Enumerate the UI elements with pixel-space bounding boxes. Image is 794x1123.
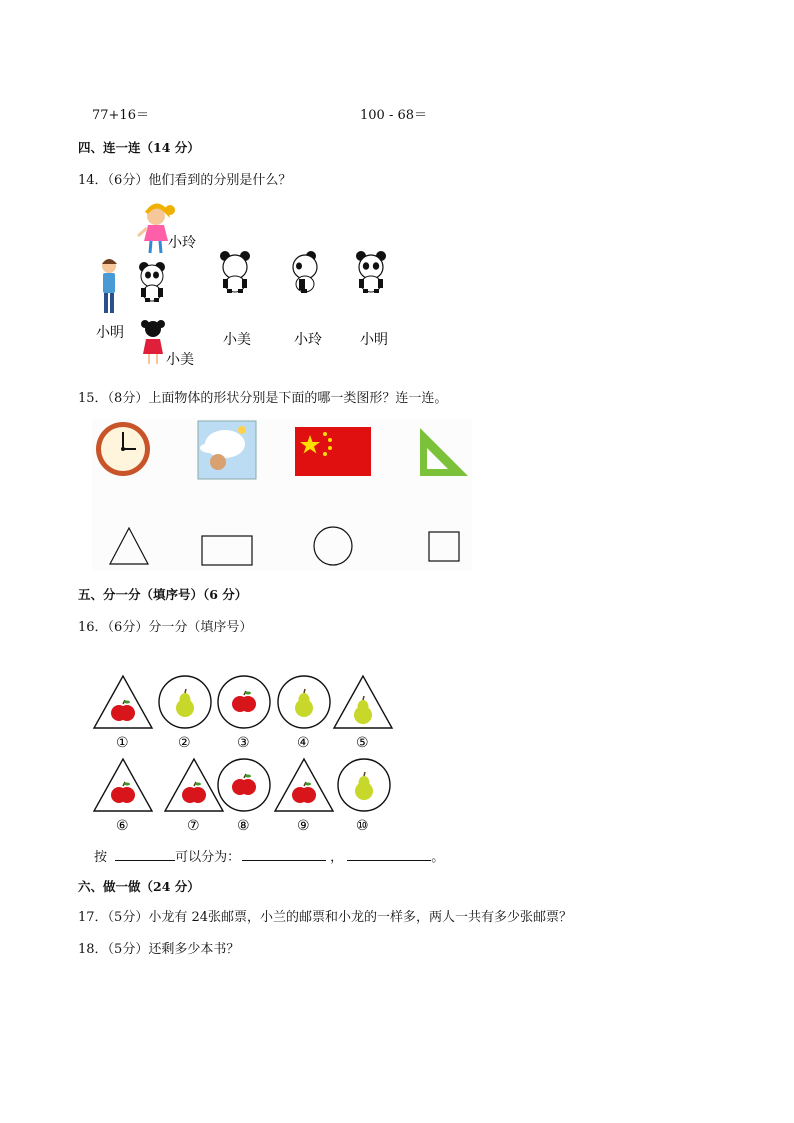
view-label-2: 小玲 bbox=[294, 332, 322, 348]
section-5-heading: 五、分一分（填序号）（6 分） bbox=[78, 587, 248, 602]
boy-xiaoming-icon bbox=[102, 259, 117, 313]
answer-sep: ， bbox=[330, 850, 344, 865]
q16-answer-line bbox=[94, 846, 444, 865]
calc-right: 100 - 68＝ bbox=[360, 108, 428, 123]
label-9: ⑨ bbox=[297, 818, 310, 834]
answer-blank-criterion[interactable] bbox=[115, 848, 175, 861]
question-16: 16．（6分）分一分（填序号） bbox=[78, 620, 253, 635]
question-18: 18．（5分）还剩多少本书？ bbox=[78, 942, 240, 957]
girl-xiaomei-icon bbox=[141, 320, 165, 364]
answer-end: 。 bbox=[431, 850, 445, 865]
cartoon-picture-icon bbox=[198, 421, 256, 479]
panda-front-view-icon bbox=[356, 251, 386, 293]
label-xiaomei: 小美 bbox=[166, 352, 194, 368]
q14-figure bbox=[90, 198, 410, 373]
answer-blank-group-1[interactable] bbox=[242, 848, 326, 861]
q15-figure bbox=[92, 418, 472, 570]
panda-center-icon bbox=[139, 262, 165, 302]
clock-icon bbox=[96, 422, 150, 476]
question-17: 17．（5分）小龙有 24张邮票，小兰的邮票和小龙的一样多，两人一共有多少张邮票？ bbox=[78, 910, 572, 925]
view-label-1: 小美 bbox=[223, 332, 251, 348]
label-2: ② bbox=[178, 735, 191, 751]
label-8: ⑧ bbox=[237, 818, 250, 834]
china-flag-icon bbox=[295, 427, 371, 476]
panda-side-view-icon bbox=[293, 251, 317, 293]
answer-prefix: 按 bbox=[94, 850, 108, 865]
label-5: ⑤ bbox=[356, 735, 369, 751]
label-10: ⑩ bbox=[356, 818, 369, 834]
calc-left: 77+16＝ bbox=[92, 108, 149, 123]
section-6-heading: 六、做一做（24 分） bbox=[78, 879, 200, 894]
label-1: ① bbox=[116, 735, 129, 751]
label-3: ③ bbox=[237, 735, 250, 751]
label-4: ④ bbox=[297, 735, 310, 751]
question-15: 15．（8分）上面物体的形状分别是下面的哪一类图形？连一连。 bbox=[78, 391, 448, 406]
answer-mid: 可以分为： bbox=[175, 850, 241, 865]
label-xiaoming: 小明 bbox=[96, 325, 124, 341]
answer-blank-group-2[interactable] bbox=[347, 848, 431, 861]
view-label-3: 小明 bbox=[360, 332, 388, 348]
label-7: ⑦ bbox=[187, 818, 200, 834]
question-14: 14．（6分）他们看到的分别是什么？ bbox=[78, 173, 292, 188]
q16-figure bbox=[90, 672, 400, 836]
label-6: ⑥ bbox=[116, 818, 129, 834]
label-xiaoling: 小玲 bbox=[168, 235, 196, 251]
panda-back-view-icon bbox=[220, 251, 250, 293]
shape-1-triangle-apple bbox=[94, 676, 152, 728]
section-4-heading: 四、连一连（14 分） bbox=[78, 140, 200, 155]
